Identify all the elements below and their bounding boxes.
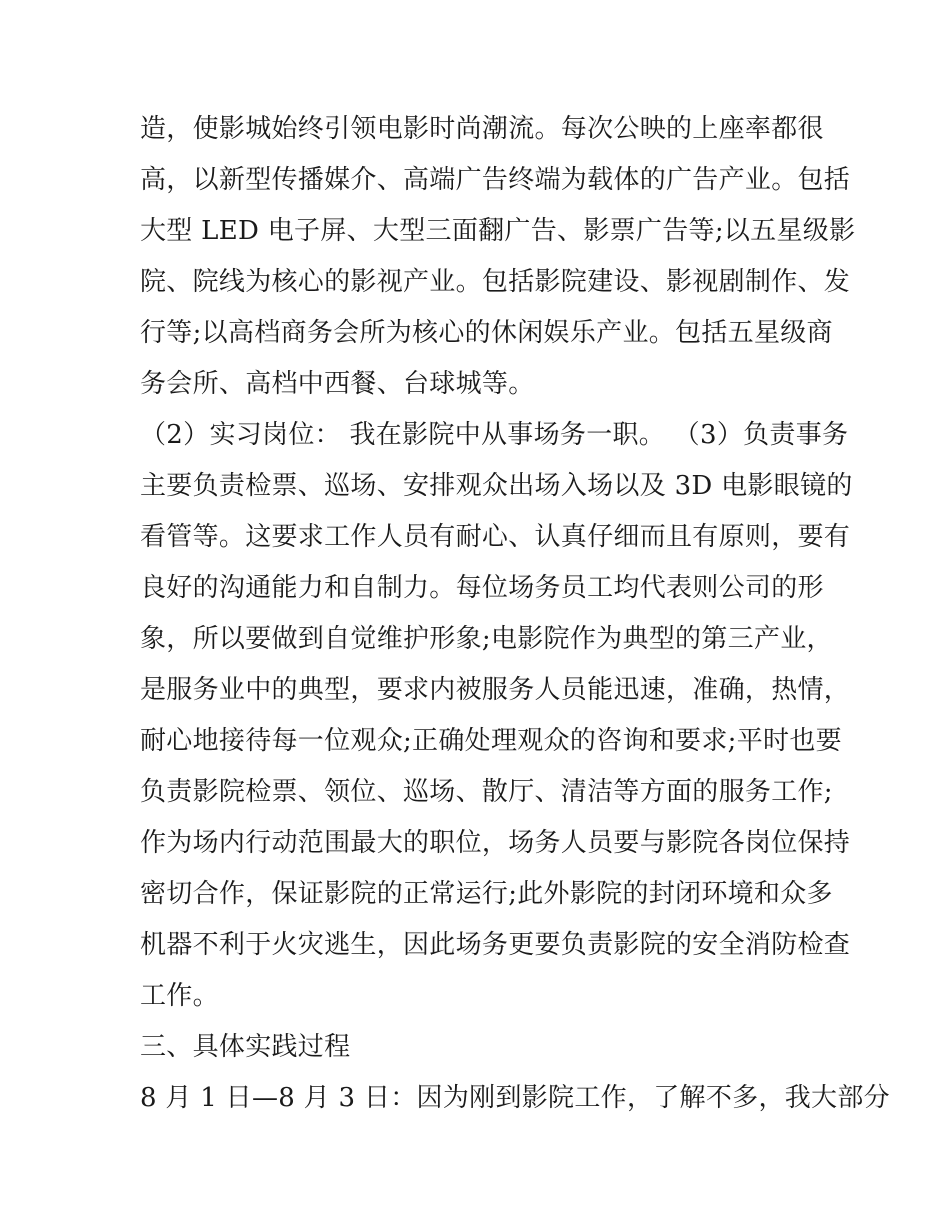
text-line: 造，使影城始终引领电影时尚潮流。每次公映的上座率都很 [140, 114, 824, 144]
text-line: 看管等。这要求工作人员有耐心、认真仔细而且有原则，要有 [140, 522, 851, 552]
text-line: 行等;以高档商务会所为核心的休闲娱乐产业。包括五星级商 [140, 318, 833, 348]
text-line: 密切合作，保证影院的正常运行;此外影院的封闭环境和众多 [140, 879, 833, 909]
text-line: 良好的沟通能力和自制力。每位场务员工均代表则公司的形 [140, 573, 824, 603]
text-line: 负责影院检票、领位、巡场、散厅、清洁等方面的服务工作; [140, 777, 833, 807]
text-line: 主要负责检票、巡场、安排观众出场入场以及 3D 电影眼镜的 [140, 471, 853, 501]
text-line: 8 月 1 日—8 月 3 日：因为刚到影院工作，了解不多，我大部分 [140, 1083, 890, 1113]
text-line: 务会所、高档中西餐、台球城等。 [140, 369, 535, 399]
text-line: 工作。 [140, 981, 219, 1011]
text-line: 高，以新型传播媒介、高端广告终端为载体的广告产业。包括 [140, 165, 851, 195]
text-line: （2）实习岗位： 我在影院中从事场务一职。 （3）负责事务 [140, 420, 849, 450]
text-line: 是服务业中的典型，要求内被服务人员能迅速，准确，热情， [140, 675, 851, 705]
text-line: 院、院线为核心的影视产业。包括影院建设、影视剧制作、发 [140, 267, 851, 297]
text-line: 象，所以要做到自觉维护形象;电影院作为典型的第三产业， [140, 624, 833, 654]
text-line: 机器不利于火灾逃生，因此场务更要负责影院的安全消防检查 [140, 930, 851, 960]
section-heading: 三、具体实践过程 [140, 1032, 351, 1062]
text-line: 耐心地接待每一位观众;正确处理观众的咨询和要求;平时也要 [140, 726, 842, 756]
text-line: 大型 LED 电子屏、大型三面翻广告、影票广告等;以五星级影 [140, 216, 856, 246]
text-line: 作为场内行动范围最大的职位，场务人员要与影院各岗位保持 [140, 828, 851, 858]
